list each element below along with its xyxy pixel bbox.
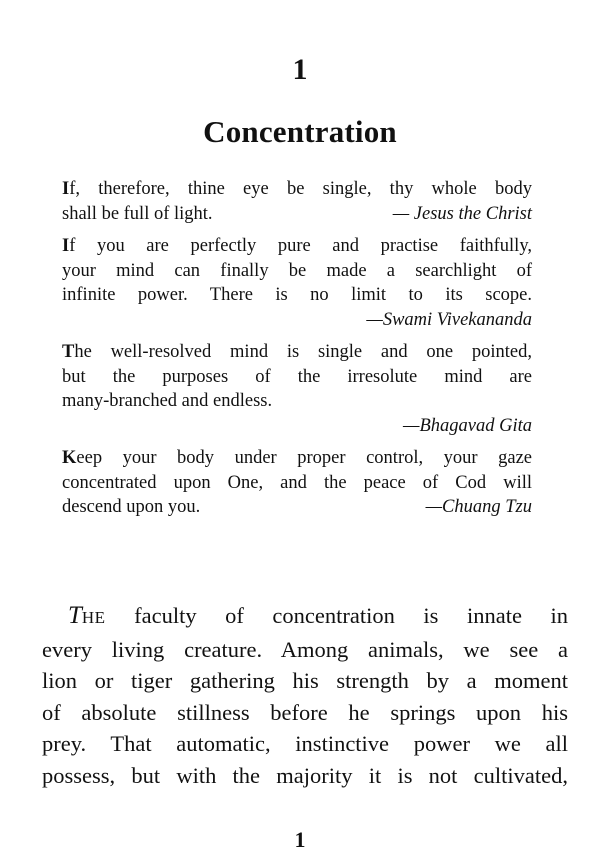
body-line: prey. That automatic, instinctive power we all — [42, 731, 568, 756]
lead-capital: I — [62, 179, 70, 199]
epigraph-line: descend upon you. — [62, 497, 201, 517]
drop-letter: T — [68, 602, 82, 629]
epigraph-line: The well-resolved mind is single and one pointed, — [62, 342, 532, 362]
epigraph-line: but the purposes of the irresolute mind are — [62, 366, 532, 387]
epigraph-line: If, therefore, thine eye be single, thy whole body — [62, 179, 532, 199]
epigraph-line: concentrated upon One, and the peace of Cod will — [62, 472, 532, 493]
epigraph-line: many-branched and endless. — [62, 391, 273, 411]
epigraph-jesus — [62, 177, 532, 226]
page-number: 1 — [294, 827, 306, 852]
lead-capital: T — [62, 342, 75, 362]
small-caps: HE — [81, 608, 106, 627]
epigraph-last-line — [62, 202, 532, 227]
body-line: lion or tiger gathering his strength by a moment — [42, 668, 568, 693]
epigraph-line: your mind can finally be made a searchlight of — [62, 260, 532, 281]
epigraph-attribution: —Chuang Tzu — [425, 497, 532, 517]
epigraph-attribution: —Bhagavad Gita — [403, 415, 532, 436]
epigraph-attribution: —Swami Vivekananda — [366, 309, 532, 330]
body-line: THE faculty of concentration is innate in — [68, 602, 568, 629]
epigraph-line: If you are perfectly pure and practise faithfully, — [62, 236, 532, 256]
lead-capital: K — [62, 448, 77, 468]
body-line: every living creature. Among animals, we see a — [42, 636, 568, 662]
epigraph-last-line — [62, 495, 532, 520]
epigraph-gita — [62, 340, 532, 438]
lead-capital: I — [62, 236, 70, 256]
epigraph-line: Keep your body under proper control, your gaze — [62, 448, 532, 468]
epigraph-chuang-tzu — [62, 446, 532, 520]
chapter-title: Concentration — [203, 114, 397, 149]
body-line: of absolute stillness before he springs upon his — [42, 699, 568, 725]
epigraphs — [62, 177, 532, 528]
epigraph-line: infinite power. There is no limit to its scope. — [62, 285, 532, 305]
epigraph-attribution: — Jesus the Christ — [392, 203, 532, 224]
body-line: possess, but with the majority it is not cultivated, — [42, 762, 568, 788]
chapter-number: 1 — [292, 53, 308, 86]
epigraph-line: shall be full of light. — [62, 203, 213, 224]
body-paragraph — [42, 600, 568, 791]
epigraph-vivekananda — [62, 234, 532, 332]
